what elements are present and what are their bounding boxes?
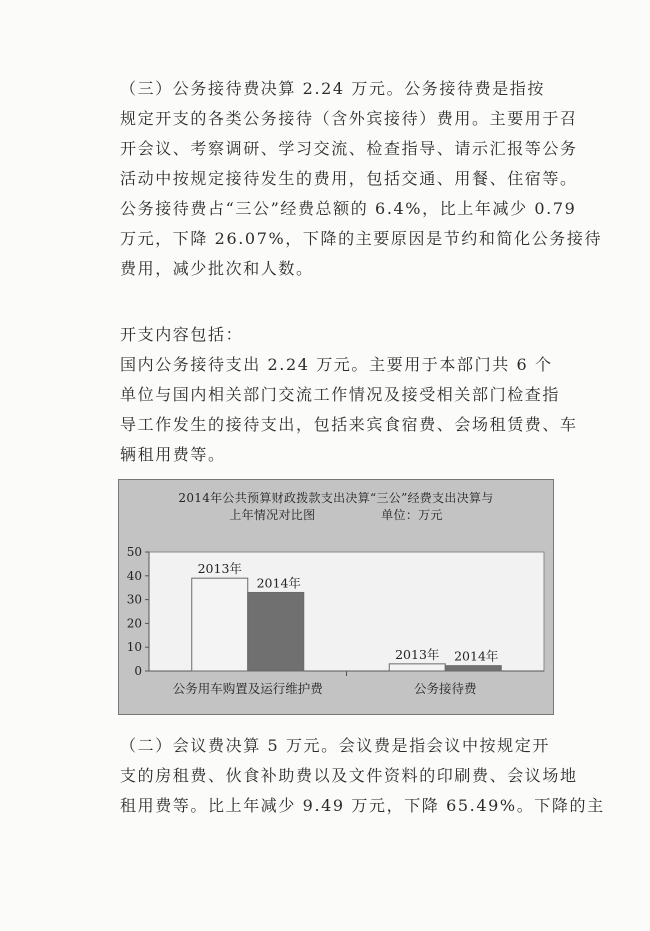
text-line: （二）会议费决算 5 万元。会议费是指会议中按规定开	[120, 736, 550, 755]
text-line: 导工作发生的接待支出，包括来宾食宿费、会场租赁费、车	[120, 415, 578, 434]
paragraph-domestic-reception	[120, 350, 578, 470]
bar-2014	[248, 592, 304, 671]
y-tick-label: 10	[126, 640, 142, 655]
bar-data-label: 2013年	[395, 646, 440, 662]
bar-data-label: 2013年	[197, 561, 242, 577]
text-line: 支的房租费、伙食补助费以及文件资料的印刷费、会议场地	[120, 766, 578, 785]
text-line: 公务接待费占“三公”经费总额的 6.4%，比上年减少 0.79	[120, 199, 577, 218]
comparison-chart	[118, 479, 554, 715]
bar-2013	[192, 578, 248, 671]
y-tick-label: 50	[126, 545, 142, 559]
chart-title-line2: 上年情况对比图 单位：万元	[229, 508, 443, 522]
text-line: 开会议、考察调研、学习交流、检查指导、请示汇报等公务	[120, 139, 578, 158]
paragraph-expense-contents	[120, 320, 550, 350]
paragraph-reception-expense	[120, 74, 603, 284]
y-tick-label: 40	[126, 568, 142, 583]
x-category-label: 公务接待费	[413, 681, 477, 696]
text-line: 费用，减少批次和人数。	[120, 259, 314, 278]
paragraph-meeting-expense	[120, 731, 605, 821]
y-tick-label: 30	[126, 592, 142, 607]
x-category-label: 公务用车购置及运行维护费	[172, 681, 323, 696]
text-line: 国内公务接待支出 2.24 万元。主要用于本部门共 6 个	[120, 355, 553, 374]
y-tick-label: 20	[126, 616, 142, 631]
text-line: 辆租用费等。	[120, 445, 226, 464]
text-line: 活动中按规定接待发生的费用，包括交通、用餐、住宿等。	[120, 169, 578, 188]
text-line: 规定开支的各类公务接待（含外宾接待）费用。主要用于召	[120, 109, 578, 128]
text-line: 万元，下降 26.07%，下降的主要原因是节约和简化公务接待	[120, 229, 603, 248]
bar-2014	[445, 666, 501, 671]
text-line: 单位与国内相关部门交流工作情况及接受相关部门检查指	[120, 385, 561, 404]
chart-title-line1: 2014年公共预算财政拨款支出决算“三公”经费支出决算与	[178, 491, 494, 505]
chart-plot	[119, 480, 555, 716]
bar-data-label: 2014年	[454, 648, 499, 664]
bar-2013	[389, 664, 445, 671]
bar-data-label: 2014年	[256, 575, 301, 591]
text-line: （三）公务接待费决算 2.24 万元。公务接待费是指按	[120, 79, 545, 98]
text-line: 租用费等。比上年减少 9.49 万元，下降 65.49%。下降的主	[120, 796, 605, 815]
text-line: 开支内容包括：	[120, 325, 244, 344]
y-tick-label: 0	[134, 664, 142, 678]
